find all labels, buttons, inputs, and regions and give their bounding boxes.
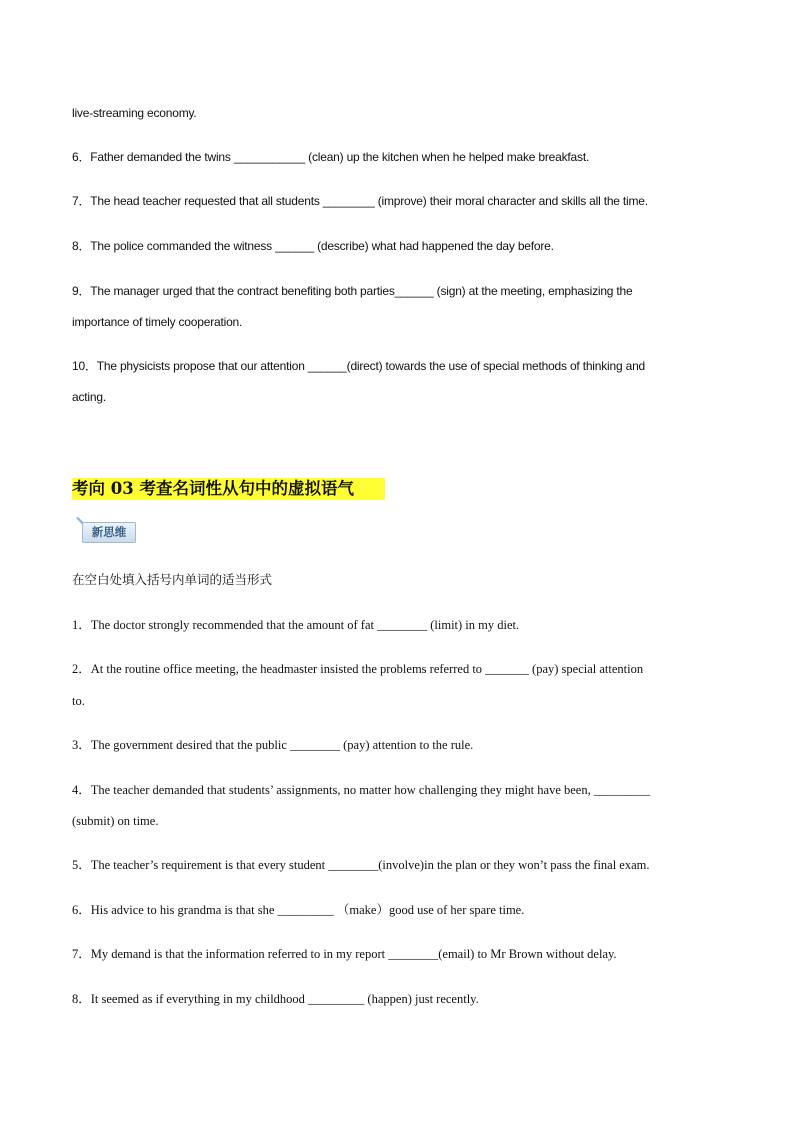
question-4: 4．The teacher demanded that students’ assignments, no matter how challenging they might have been, _________ — [72, 783, 651, 797]
question-6: 6．His advice to his grandma is that she _________ （make）good use of her spare time. — [72, 903, 525, 917]
question-4-continued: (submit) on time. — [72, 814, 159, 828]
question-8: 8．It seemed as if everything in my childhood _________ (happen) just recently. — [72, 992, 479, 1006]
question-10: 10．The physicists propose that our attention ______(direct) towards the use of special methods of thinking and — [72, 359, 646, 373]
question-7: 7．My demand is that the information referred to in my report ________(email) to Mr Brown without delay. — [72, 947, 617, 961]
question-5: 5．The teacher’s requirement is that every student ________(involve)in the plan or they won’t pass the final exam. — [72, 858, 650, 872]
question-10-continued: acting. — [72, 390, 106, 404]
question-2-continued: to. — [72, 694, 85, 708]
question-2: 2．At the routine office meeting, the headmaster insisted the problems referred to _______ (pay) special attention — [72, 662, 644, 676]
section-title: 考向 03 考查名词性从句中的虚拟语气 — [72, 478, 385, 500]
question-8: 8．The police commanded the witness ______ (describe) what had happened the day before. — [72, 239, 554, 253]
question-9: 9．The manager urged that the contract benefiting both parties______ (sign) at the meeting, emphasizing the — [72, 284, 633, 298]
badge-label: 新思维 — [82, 522, 136, 543]
question-1: 1．The doctor strongly recommended that the amount of fat ________ (limit) in my diet. — [72, 618, 520, 632]
new-thinking-badge — [74, 515, 136, 543]
question-6: 6．Father demanded the twins ___________ (clean) up the kitchen when he helped make breakfast. — [72, 150, 590, 164]
question-7: 7．The head teacher requested that all students ________ (improve) their moral character and skills all the time. — [72, 194, 648, 208]
question-9-continued: importance of timely cooperation. — [72, 315, 243, 329]
instruction: 在空白处填入括号内单词的适当形式 — [72, 572, 273, 587]
question-3: 3．The government desired that the public ________ (pay) attention to the rule. — [72, 738, 474, 752]
text-line: live-streaming economy. — [72, 106, 197, 120]
